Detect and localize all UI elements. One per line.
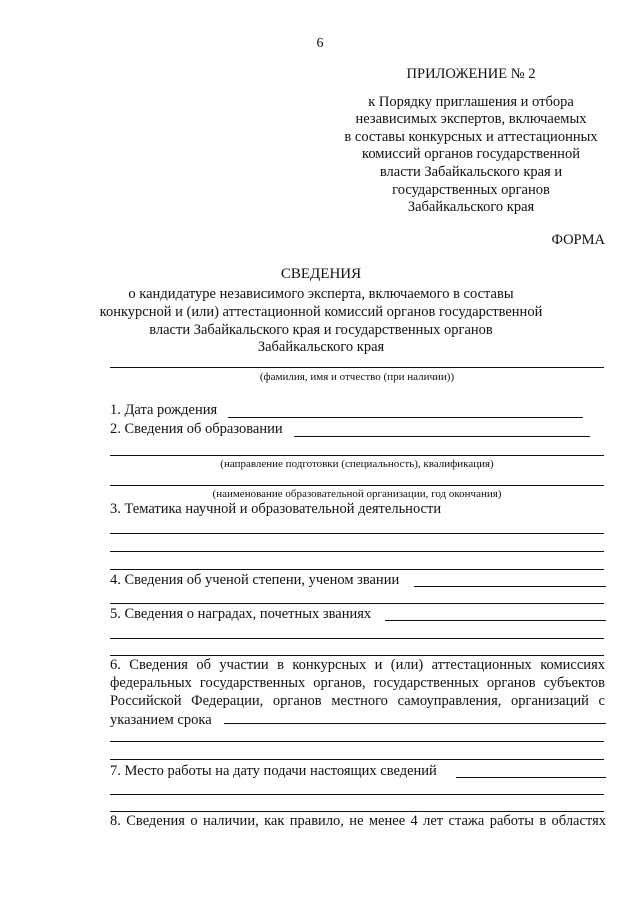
education-field-line[interactable] (294, 436, 590, 437)
degree-field-line[interactable] (414, 586, 606, 587)
participation-paragraph (110, 656, 605, 729)
birth-date-label: 1. Дата рождения (110, 402, 218, 418)
education-direction-line[interactable] (110, 455, 604, 456)
appendix-line: власти Забайкальского края и (379, 163, 563, 180)
participation-line: федеральных государственных органов, государственных органов субъектов (110, 675, 605, 692)
research-field-line[interactable] (110, 569, 604, 570)
fio-caption: (фамилия, имя и отчество (при наличии)) (259, 371, 455, 383)
document-subtitle (90, 286, 552, 357)
degree-field-line[interactable] (110, 603, 604, 604)
research-label: 3. Тематика научной и образовательной деятельности (110, 501, 442, 517)
appendix-line: Забайкальского края (407, 199, 535, 216)
page-number: 6 (316, 36, 324, 51)
subtitle-line: власти Забайкальского края и государственных органов (149, 321, 493, 338)
degree-label: 4. Сведения об ученой степени, ученом звании (110, 572, 400, 588)
education-label: 2. Сведения об образовании (110, 421, 283, 437)
subtitle-line: о кандидатуре независимого эксперта, включаемого в составы (128, 286, 514, 302)
birth-date-field-line[interactable] (228, 417, 583, 418)
participation-line: Российской Федерации, органов местного самоуправления, организаций с (110, 693, 605, 710)
form-label: ФОРМА (551, 232, 605, 248)
research-field-line[interactable] (110, 551, 604, 552)
appendix-line: в составы конкурсных и аттестационных (344, 128, 598, 145)
participation-line: указанием срока (110, 711, 212, 728)
workplace-label: 7. Место работы на дату подачи настоящих сведений (110, 763, 437, 779)
research-field-line[interactable] (110, 533, 604, 534)
appendix-block (330, 66, 612, 217)
education-institution-line[interactable] (110, 485, 604, 486)
subtitle-line: Забайкальского края (257, 339, 385, 356)
awards-label: 5. Сведения о наградах, почетных званиях (110, 606, 372, 622)
awards-field-line[interactable] (110, 638, 604, 639)
workplace-field-line[interactable] (110, 794, 604, 795)
experience-label: 8. Сведения о наличии, как правило, не менее 4 лет стажа работы в областях (110, 813, 606, 829)
fio-field-line[interactable] (110, 367, 604, 368)
participation-field-line[interactable] (224, 723, 606, 724)
appendix-line: комиссий органов государственной (362, 146, 580, 163)
awards-field-line[interactable] (385, 620, 606, 621)
institution-caption: (наименование образовательной организации, год окончания) (212, 488, 502, 500)
document-title: СВЕДЕНИЯ (280, 266, 362, 282)
appendix-line: независимых экспертов, включаемых (355, 111, 587, 128)
participation-field-line[interactable] (110, 741, 604, 742)
appendix-line: государственных органов (392, 181, 550, 198)
appendix-line: к Порядку приглашения и отбора (368, 93, 574, 110)
participation-line: 6. Сведения об участии в конкурсных и (или) аттестационных комиссиях (110, 657, 605, 673)
subtitle-line: конкурсной и (или) аттестационной комиссий органов государственной (99, 303, 543, 320)
workplace-field-line[interactable] (110, 811, 604, 812)
appendix-title: ПРИЛОЖЕНИЕ № 2 (406, 66, 536, 82)
direction-caption: (направление подготовки (специальность), квалификация) (220, 458, 494, 470)
participation-field-line[interactable] (110, 759, 604, 760)
workplace-field-line[interactable] (456, 777, 606, 778)
